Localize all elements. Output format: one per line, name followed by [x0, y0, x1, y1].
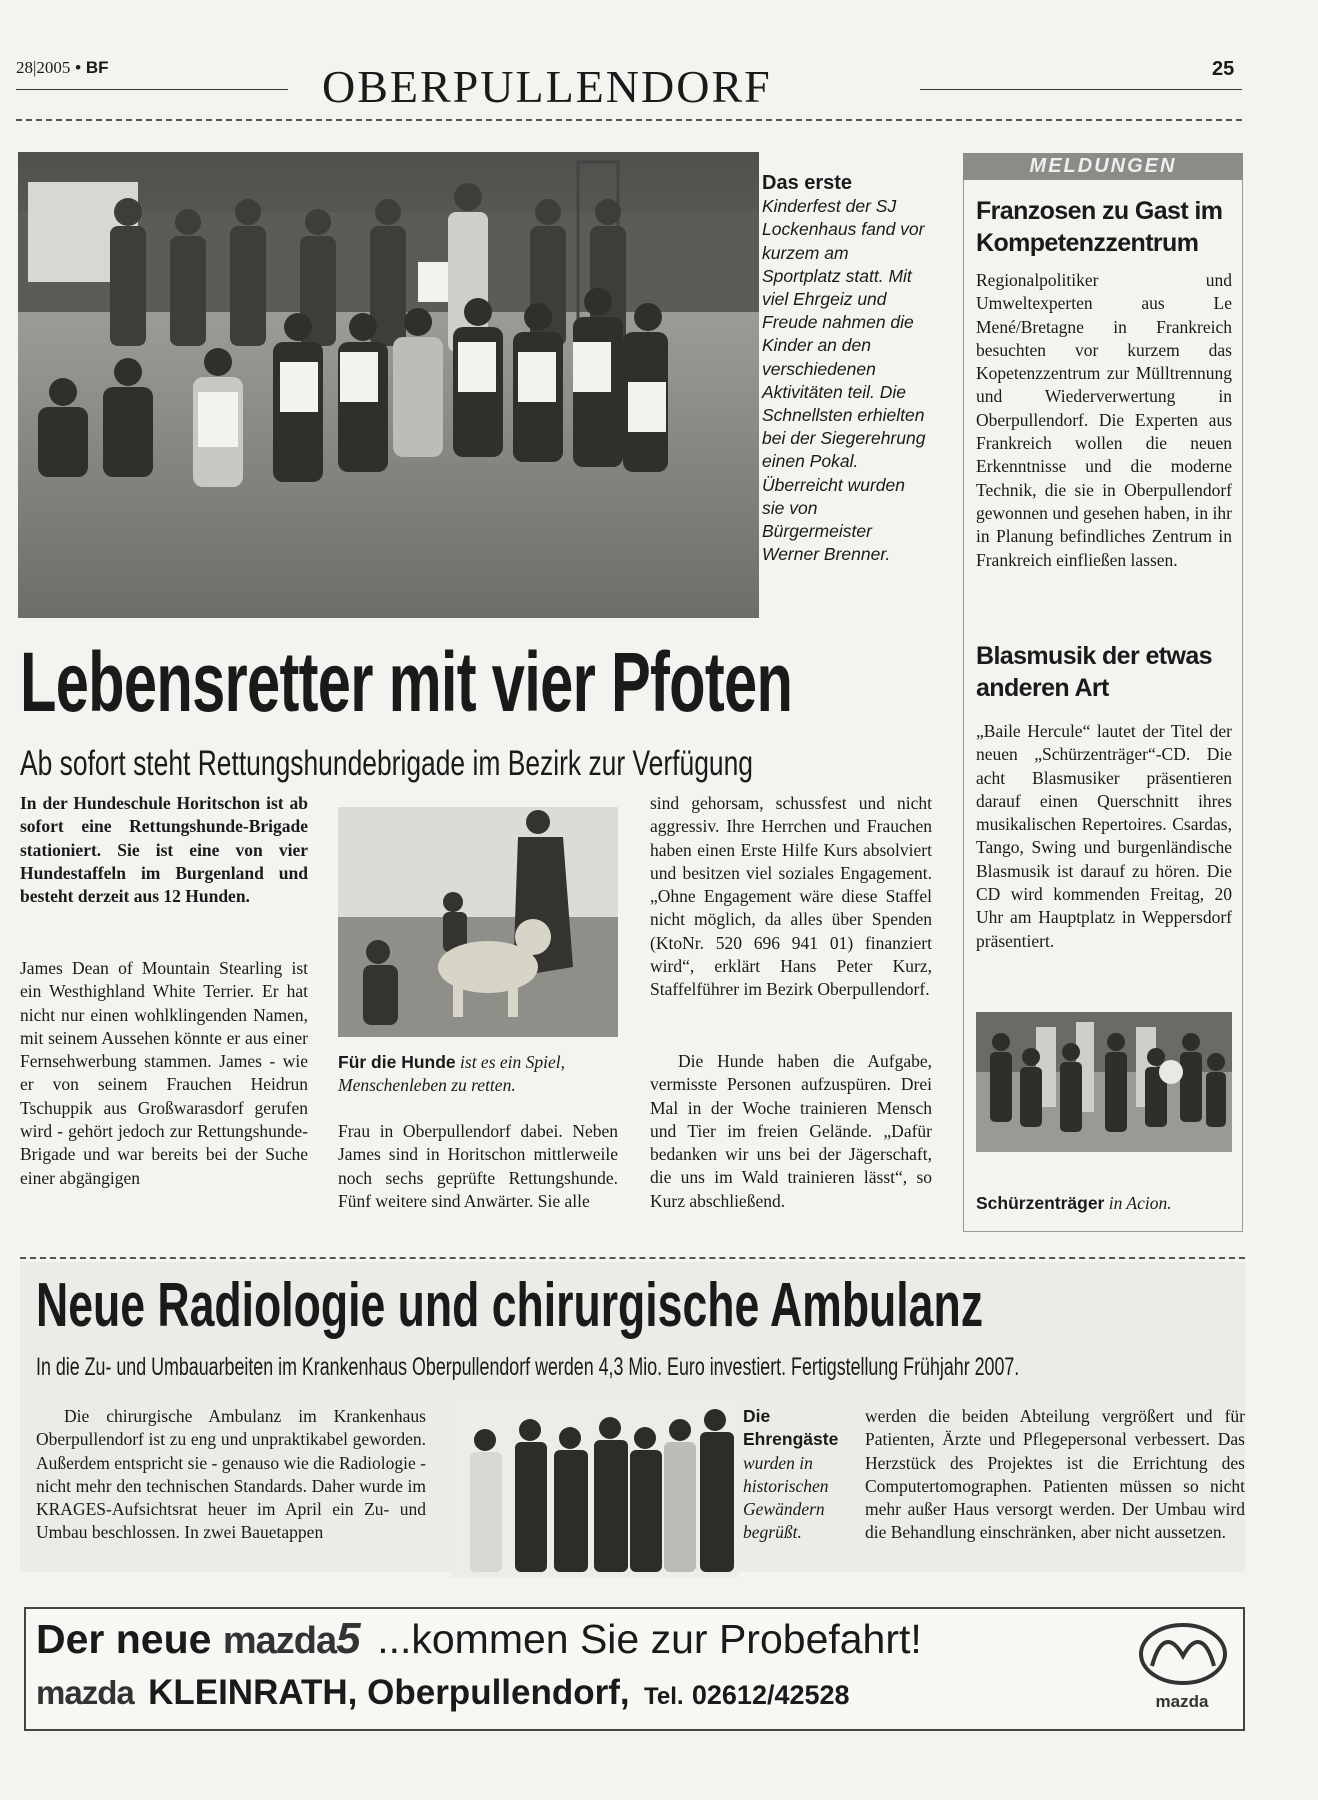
- header-rule-left: [16, 89, 288, 90]
- article1-col3b: Die Hunde haben die Aufgabe, vermisste Personen aufzuspüren. Drei Mal in der Woche trainieren Mensch und Tier im freien Gelände. „Dafür bedanken wir uns bei der Jägerschaft, die uns im Wald trainieren lässt“, so Kurz abschließend.: [650, 1051, 932, 1211]
- article2-col3: werden die beiden Abteilung vergrößert und für Patienten, Ärzte und Pflegepersonal verbessert. Das Herzstück des Projektes ist die Errichtung des Computertomographen. Patienten müssen so nicht mehr außer Haus versorgt werden. Der Umbau wird die Behandlung einschränken, aber nicht aussetzen.: [865, 1406, 1245, 1543]
- rettungshund-caption: Für die Hunde ist es ein Spiel, Menschenleben zu retten.: [338, 1052, 565, 1096]
- meldung-2-title: Blasmusik der etwas anderen Art: [976, 642, 1212, 702]
- issue-number: 28|2005 • BF: [16, 58, 109, 77]
- kinderfest-group-photo: [18, 152, 759, 618]
- ad-mazda-wordmark: mazda5: [222, 1614, 360, 1663]
- schuerzentraeger-caption: Schürzenträger in Acion.: [976, 1193, 1172, 1213]
- header-rule-right: [920, 89, 1242, 90]
- meldung-1-title: Franzosen zu Gast im Kompetenzzentrum: [976, 197, 1223, 257]
- article1-subhead: Ab sofort steht Rettungshundebrigade im Bezirk zur Verfügung: [20, 744, 753, 783]
- ad-line-1: Der neue mazda5 ...kommen Sie zur Probefahrt!: [36, 1614, 922, 1663]
- article1-col3a: sind gehorsam, schussfest und nicht aggressiv. Ihre Herrchen und Frauchen haben einen Erste Hilfe Kurs absolviert und besitzen viel soziales Engagement. „Ohne Engagement wäre diese Staffel nicht möglich, da alles über Spenden (KtoNr. 520 696 941 01) finanziert wird“, erklärt Hans Peter Kurz, Staffelführer im Bezirk Oberpullendorf.: [650, 793, 932, 1000]
- mazda-logo-icon: [1138, 1622, 1228, 1686]
- article1-headline: Lebensretter mit vier Pfoten: [20, 635, 793, 729]
- article1-col1: James Dean of Mountain Stearling ist ein Westhighland White Terrier. Er hat nicht nur einen wohlklingenden Namen, mit seinem Aussehen könnte er aus einer Fernsehwerbung stammen. James - wie er von seinem Frauchen Heidrun Tschuppik aus Großwarasdorf gerufen wird - gehört jedoch zur Rettungshunde-Brigade und war bereits bei der Suche einer abgängigen: [20, 958, 308, 1188]
- rettungshund-photo: [338, 807, 618, 1037]
- mazda-logo-text: mazda: [1155, 1692, 1209, 1711]
- meldung-1-text: Regionalpolitiker und Umweltexperten aus Le Mené/Bretagne in Frankreich besuchten vor kurzem das Kopetenzzentrum zur Mülltrennung und Wiederverwertung in Oberpullendorf. Die Experten aus Frankreich wollen die neuen Erkenntnisse und die moderne Technik, die sie in Oberpullendorf gewonnen und gesehen haben, in ihr in Planung befindliches Zentrum in Frankreich einfließen lassen.: [976, 270, 1232, 570]
- article2-headline: Neue Radiologie und chirurgische Ambulanz: [36, 1271, 983, 1340]
- meldungen-label: MELDUNGEN: [963, 153, 1243, 180]
- meldung-2-text: „Baile Hercule“ lautet der Titel der neuen „Schürzenträger“-CD. Die acht Blasmusiker präsentieren darauf einen Querschnitt ihres musikalischen Repertoires. Csardas, Tango, Swing und burgenländische Blasmusik ist darauf zu hören. Die CD wird kommenden Freitag, 20 Uhr am Hauptplatz in Weppersdorf präsentiert.: [976, 721, 1232, 951]
- section-title: OBERPULLENDORF: [322, 61, 772, 112]
- schuerzentraeger-photo: [976, 1012, 1232, 1152]
- ehrengaeste-photo: [450, 1400, 738, 1578]
- article2-subhead: In die Zu- und Umbauarbeiten im Krankenhaus Oberpullendorf werden 4,3 Mio. Euro investiert. Fertigstellung Frühjahr 2007.: [36, 1353, 1020, 1381]
- mid-dashed-divider: [20, 1257, 1245, 1259]
- ad-line-2: mazda KLEINRATH, Oberpullendorf, Tel. 02612/42528: [36, 1673, 850, 1712]
- article1-lead: In der Hundeschule Horitschon ist ab sofort eine Rettungshunde-Brigade stationiert. Sie ist eine von vier Hundestaffeln im Burgenland und besteht derzeit aus 12 Hunden.: [20, 793, 308, 907]
- header-dashed-divider: [16, 119, 1242, 121]
- top-photo-caption: Das erste Kinderfest der SJ Lockenhaus fand vor kurzem am Sportplatz statt. Mit viel Ehrgeiz und Freude nahmen die Kinder an den verschiedenen Aktivitäten teil. Die Schnellsten erhielten bei der Siegerehrung einen Pokal. Überreicht wurden sie von Bürgermeister Werner Brenner.: [762, 172, 926, 565]
- article1-col2: Frau in Oberpullendorf dabei. Neben James sind in Horitschon mittlerweile noch sechs geprüfte Rettungshunde. Fünf weitere sind Anwärter. Sie alle: [338, 1121, 618, 1211]
- ad-mazda-wordmark-2: mazda: [36, 1674, 134, 1711]
- article2-col1: Die chirurgische Ambulanz im Krankenhaus Oberpullendorf ist zu eng und unpraktikabel geworden. Außerdem entspricht sie - genauso wie die Radiologie - nicht mehr den technischen Standards. Daher wurde im KRAGES-Aufsichtsrat heuer im April ein Zu- und Umbau beschlossen. In zwei Bauetappen: [36, 1406, 426, 1543]
- page-number: 25: [1212, 58, 1235, 80]
- ehrengaeste-caption: Die Ehrengäste wurden in historischen Gewändern begrüßt.: [743, 1406, 839, 1543]
